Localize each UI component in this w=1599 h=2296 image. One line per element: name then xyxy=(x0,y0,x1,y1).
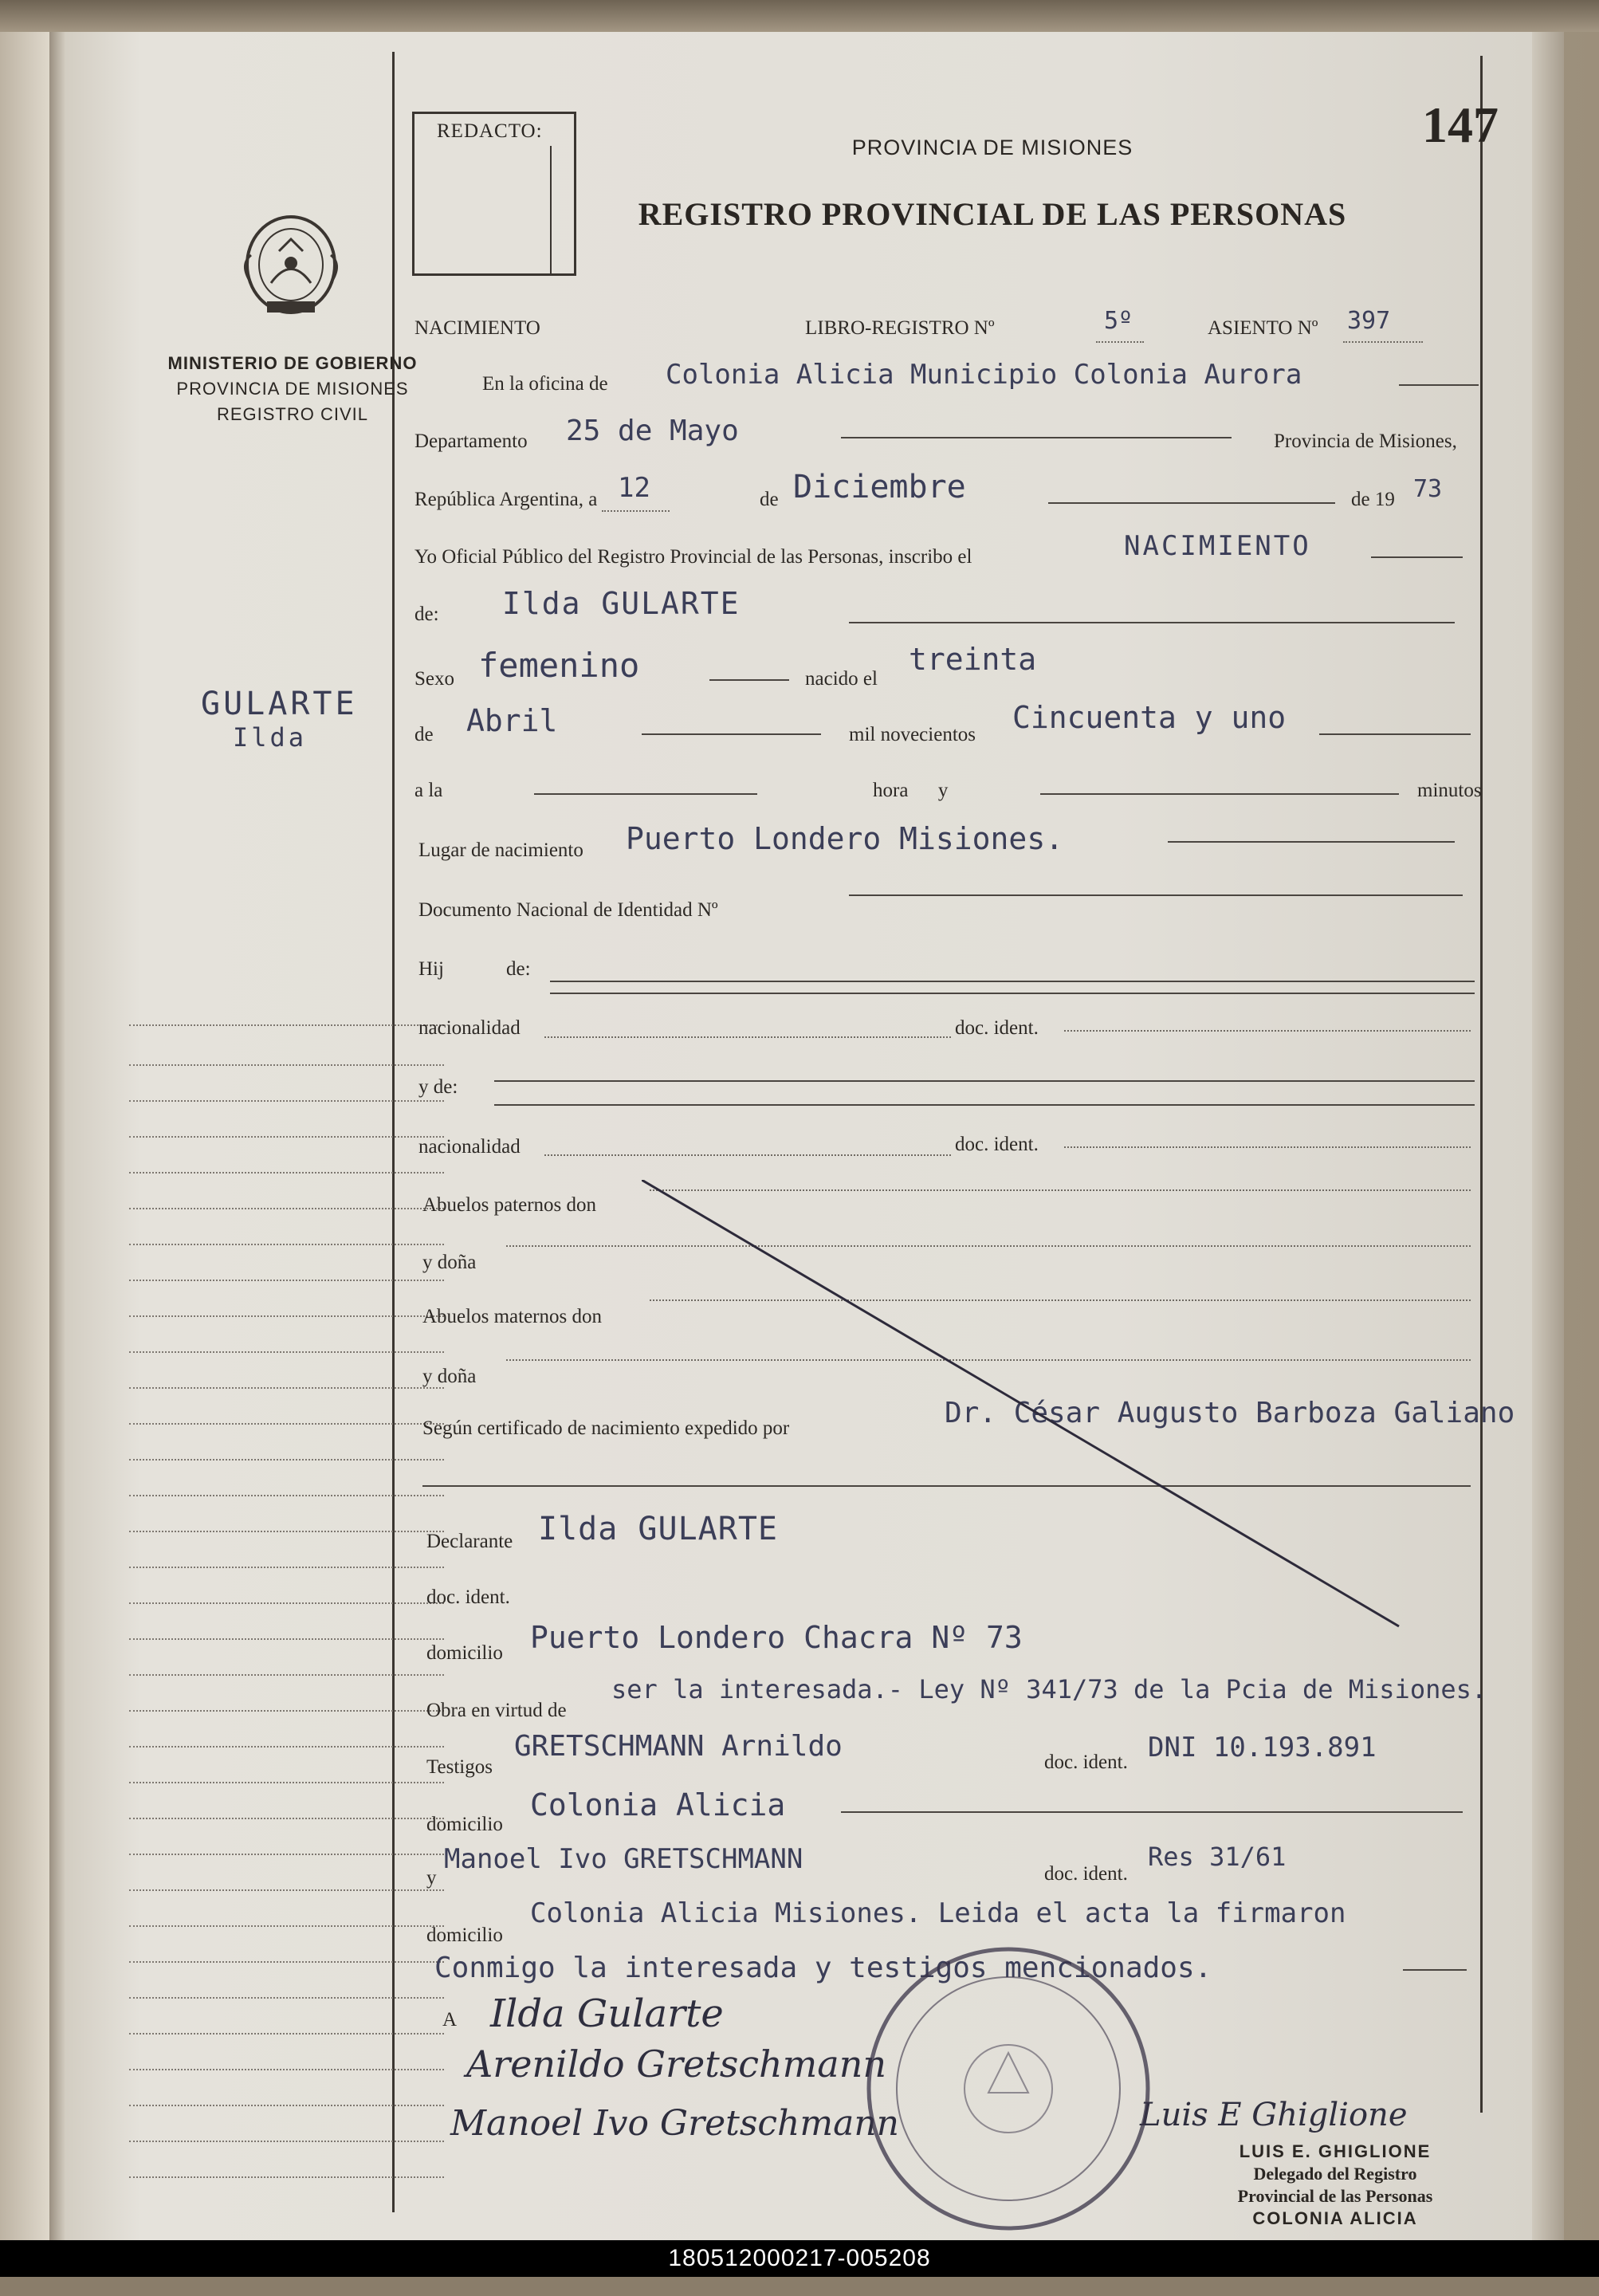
label-segun: Según certificado de nacimiento expedido por xyxy=(422,1417,790,1439)
book-top-edge xyxy=(0,0,1599,32)
ministry-line-3: REGISTRO CIVIL xyxy=(216,404,369,424)
value-mes-nac: Abril xyxy=(466,703,558,738)
label-doc-ident-testigo1: doc. ident. xyxy=(1044,1751,1128,1773)
official-signature-block xyxy=(1148,2141,1522,2230)
value-obra: ser la interesada.- Ley Nº 341/73 de la Pcia de Misiones. xyxy=(611,1674,1487,1704)
label-de: de xyxy=(760,489,779,510)
label-hora-y: hora y xyxy=(873,780,949,801)
redacto-label: REDACTO: xyxy=(437,120,543,142)
signature-3: Manoel Ivo Gretschmann xyxy=(450,2103,900,2144)
value-nacido-el: treinta xyxy=(909,642,1037,677)
value-testigo2-domicilio: Colonia Alicia Misiones. Leida el acta la firmaron xyxy=(530,1897,1346,1929)
value-anio-nac: Cincuenta y uno xyxy=(1012,700,1287,735)
label-lugar: Lugar de nacimiento xyxy=(418,839,583,861)
label-y-testigo2: y xyxy=(426,1867,437,1889)
official-name: LUIS E. GHIGLIONE xyxy=(1239,2141,1432,2161)
label-declarante: Declarante xyxy=(426,1531,513,1552)
label-oficina: En la oficina de xyxy=(482,373,608,395)
signature-mark: A xyxy=(442,2009,458,2031)
value-anio: 73 xyxy=(1413,475,1443,503)
label-a-la: a la xyxy=(414,780,443,801)
label-provincia: Provincia de Misiones, xyxy=(1274,431,1457,452)
signature-1: Ilda Gularte xyxy=(490,1991,724,2036)
value-testigo1-domicilio: Colonia Alicia xyxy=(530,1787,786,1822)
label-mil: mil novecientos xyxy=(849,724,976,745)
label-sexo: Sexo xyxy=(414,668,454,690)
label-obra: Obra en virtud de xyxy=(426,1700,567,1721)
label-abuelos-maternos: Abuelos maternos don xyxy=(422,1306,602,1327)
label-minutos: minutos xyxy=(1417,780,1482,801)
label-republica: República Argentina, a xyxy=(414,489,598,510)
official-title-1: Delegado del Registro xyxy=(1253,2164,1417,2184)
image-caption: 180512000217-005208 xyxy=(0,2240,1599,2277)
birth-record-form xyxy=(403,32,1542,2228)
label-de-19: de 19 xyxy=(1351,489,1395,510)
value-nombre: Ilda GULARTE xyxy=(502,586,741,621)
label-doc-ident-1: doc. ident. xyxy=(955,1017,1039,1039)
ministry-line-1: MINISTERIO DE GOBIERNO xyxy=(167,353,418,373)
province-seal-icon xyxy=(239,207,343,327)
margin-surname: GULARTE xyxy=(201,686,358,722)
label-doc-ident-declarante: doc. ident. xyxy=(426,1586,510,1608)
label-doc-ident-testigo2: doc. ident. xyxy=(1044,1863,1128,1885)
label-hij: Hij xyxy=(418,958,444,980)
label-dona-2: y doña xyxy=(422,1366,477,1387)
official-title-2: Provincial de las Personas xyxy=(1237,2186,1433,2206)
cancel-stroke xyxy=(642,1180,1407,1634)
margin-name xyxy=(201,686,358,753)
ministry-line-2: PROVINCIA DE MISIONES xyxy=(176,379,409,399)
label-y-de: y de: xyxy=(418,1076,458,1098)
label-domicilio-declarante: domicilio xyxy=(426,1642,503,1664)
value-certificado: Dr. César Augusto Barboza Galiano xyxy=(945,1397,1515,1429)
label-de-mes: de xyxy=(414,724,434,745)
label-domicilio-testigo2: domicilio xyxy=(426,1924,503,1946)
value-testigo1: GRETSCHMANN Arnildo xyxy=(514,1730,843,1763)
label-nacido-el: nacido el xyxy=(805,668,878,690)
label-nacionalidad-2: nacionalidad xyxy=(418,1136,521,1158)
label-asiento: ASIENTO Nº xyxy=(1208,317,1318,339)
value-domicilio-declarante: Puerto Londero Chacra Nº 73 xyxy=(530,1620,1023,1655)
label-dni: Documento Nacional de Identidad Nº xyxy=(418,899,718,921)
label-abuelos-paternos: Abuelos paternos don xyxy=(422,1194,597,1216)
registry-title: REGISTRO PROVINCIAL DE LAS PERSONAS xyxy=(638,196,1347,232)
label-nacimiento: NACIMIENTO xyxy=(414,317,540,339)
value-sexo: femenino xyxy=(478,646,640,685)
value-testigo2: Manoel Ivo GRETSCHMANN xyxy=(444,1843,803,1875)
value-lugar: Puerto Londero Misiones. xyxy=(626,821,1064,856)
value-conmigo: Conmigo la interesada y testigos mencionados. xyxy=(434,1952,1212,1984)
value-mes: Diciembre xyxy=(793,469,966,505)
value-libro: 5º xyxy=(1104,307,1133,335)
province-title: PROVINCIA DE MISIONES xyxy=(851,136,1133,159)
signature-2: Arenildo Gretschmann xyxy=(466,2042,886,2086)
label-nacionalidad-1: nacionalidad xyxy=(418,1017,521,1039)
ministry-header xyxy=(137,351,448,427)
label-libro: LIBRO-REGISTRO Nº xyxy=(805,317,995,339)
label-testigos: Testigos xyxy=(426,1756,493,1778)
label-hij-de: de: xyxy=(506,958,531,980)
label-de-nombre: de: xyxy=(414,603,439,625)
value-oficina: Colonia Alicia Municipio Colonia Aurora xyxy=(666,359,1302,391)
label-yo-oficial: Yo Oficial Público del Registro Provincial de las Personas, inscribo el xyxy=(414,546,972,568)
value-departamento: 25 de Mayo xyxy=(566,415,739,447)
official-place: COLONIA ALICIA xyxy=(1252,2208,1418,2228)
label-departamento: Departamento xyxy=(414,431,528,452)
page-gutter xyxy=(49,32,65,2240)
value-declarante: Ilda GULARTE xyxy=(538,1511,778,1547)
value-tipo: NACIMIENTO xyxy=(1124,530,1311,562)
margin-given-name: Ilda xyxy=(233,722,308,753)
page-number: 147 xyxy=(1422,96,1499,153)
label-domicilio-testigo1: domicilio xyxy=(426,1814,503,1835)
value-testigo1-doc: DNI 10.193.891 xyxy=(1148,1732,1377,1763)
value-testigo2-doc: Res 31/61 xyxy=(1148,1842,1287,1872)
signature-4: Luis E Ghiglione xyxy=(1140,2097,1408,2133)
label-doc-ident-2: doc. ident. xyxy=(955,1134,1039,1155)
value-asiento: 397 xyxy=(1347,307,1391,335)
value-dia: 12 xyxy=(618,472,650,504)
label-dona-1: y doña xyxy=(422,1252,477,1273)
